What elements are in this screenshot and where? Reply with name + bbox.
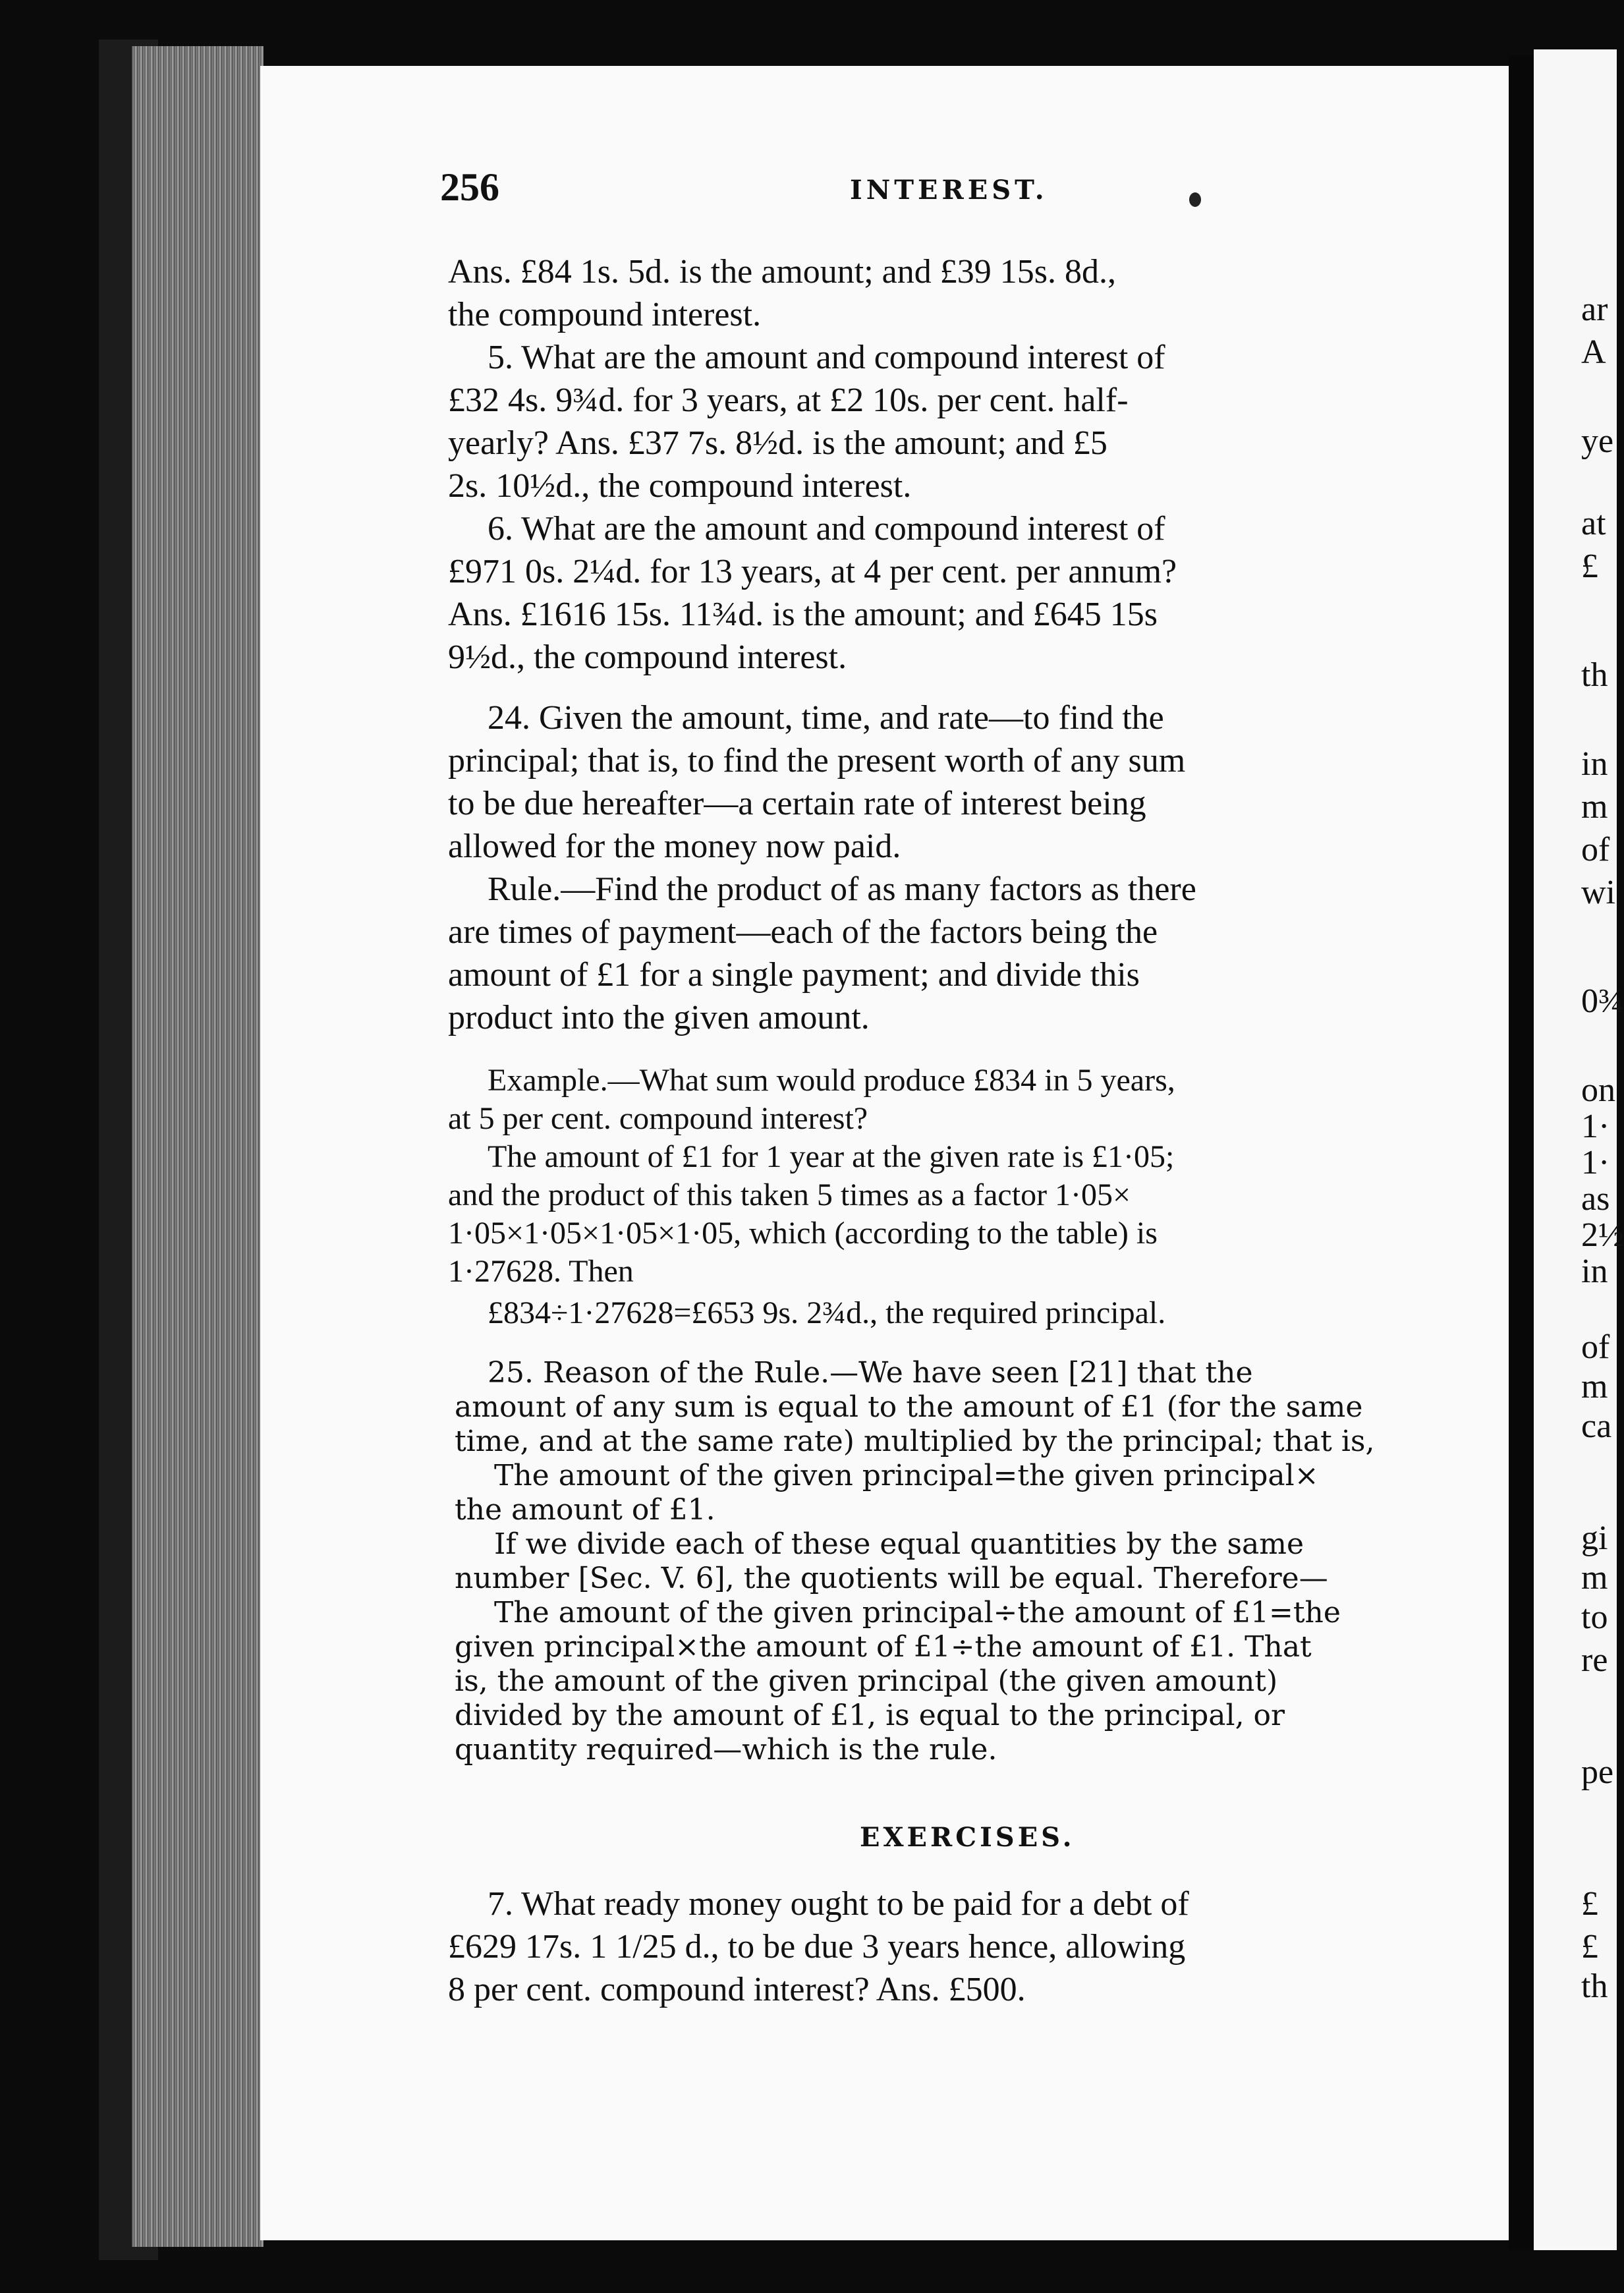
exercises-heading: EXERCISES. (860, 1822, 1075, 1853)
facing-page-fragment: th (1581, 656, 1608, 694)
facing-page-fragment: in (1581, 745, 1608, 783)
facing-page-fragment: 0¾ (1581, 982, 1624, 1020)
text-line: divided by the amount of £1, is equal to the principal, or (455, 1699, 1285, 1732)
text-line: allowed for the money now paid. (448, 828, 901, 865)
facing-page-fragment: re (1581, 1641, 1608, 1679)
text-line: 9½d., the compound interest. (448, 638, 847, 676)
text-line: 5. What are the amount and compound interest of (488, 339, 1165, 376)
text-line: product into the given amount. (448, 999, 870, 1036)
facing-page-fragment: £ (1581, 1885, 1598, 1923)
exercise-line: 8 per cent. compound interest? Ans. £500. (448, 1971, 1026, 2008)
text-line: amount of £1 for a single payment; and divide this (448, 956, 1140, 994)
text-line: £971 0s. 2¼d. for 13 years, at 4 per cent. per annum? (448, 553, 1177, 590)
text-line: Ans. £84 1s. 5d. is the amount; and £39 15s. 8d., (448, 253, 1116, 291)
text-line: Ans. £1616 15s. 11¾d. is the amount; and £645 15s (448, 596, 1158, 633)
facing-page-fragment: in (1581, 1253, 1608, 1290)
text-line: to be due hereafter—a certain rate of interest being (448, 785, 1146, 822)
facing-page-fragment: A (1581, 333, 1606, 371)
facing-page-fragment: m (1581, 788, 1608, 826)
text-line: 2s. 10½d., the compound interest. (448, 467, 912, 505)
text-line: £32 4s. 9¾d. for 3 years, at £2 10s. per cent. half- (448, 382, 1129, 419)
text-line: time, and at the same rate) multiplied by the principal; that is, (455, 1425, 1375, 1458)
text-line: is, the amount of the given principal (the given amount) (455, 1664, 1278, 1698)
text-line: Example.—What sum would produce £834 in 5 years, (488, 1063, 1175, 1098)
text-line: The amount of the given principal÷the amount of £1=the (494, 1596, 1341, 1629)
facing-page-fragment: 1· (1581, 1108, 1610, 1145)
text-line: the amount of £1. (455, 1493, 715, 1527)
facing-page-fragment: gi (1581, 1519, 1608, 1557)
text-line: quantity required—which is the rule. (455, 1733, 997, 1767)
text-line: and the product of this taken 5 times as a factor 1·05× (448, 1177, 1131, 1212)
text-line: 6. What are the amount and compound interest of (488, 510, 1165, 548)
facing-page-fragment: ar (1581, 291, 1608, 328)
facing-page-fragment: as (1581, 1180, 1610, 1218)
text-line: The amount of the given principal=the given principal× (494, 1459, 1319, 1492)
facing-page-fragment: £ (1581, 548, 1598, 585)
facing-page-fragment: 2½ (1581, 1216, 1624, 1254)
text-line: at 5 per cent. compound interest? (448, 1101, 868, 1136)
facing-page-fragment: wi (1581, 874, 1615, 911)
text-line: 1·05×1·05×1·05×1·05, which (according to the table) is (448, 1216, 1158, 1251)
book-gutter (1509, 56, 1534, 2250)
facing-page-fragment: £ (1581, 1928, 1598, 1966)
exercise-line: 7. What ready money ought to be paid for a debt of (488, 1885, 1189, 1923)
facing-page-fragment: of (1581, 1328, 1610, 1366)
text-line: 24. Given the amount, time, and rate—to find the (488, 699, 1164, 737)
text-line: the compound interest. (448, 296, 762, 333)
text-line: 25. Reason of the Rule.—We have seen [21] that the (488, 1356, 1253, 1390)
text-line: amount of any sum is equal to the amount of £1 (for the same (455, 1390, 1363, 1424)
page-edges (132, 46, 264, 2247)
text-line: yearly? Ans. £37 7s. 8½d. is the amount; and £5 (448, 424, 1107, 462)
text-line: £834÷1·27628=£653 9s. 2¾d., the required principal. (488, 1295, 1166, 1330)
ink-speck (1189, 192, 1201, 207)
page-number: 256 (440, 165, 499, 209)
facing-page-fragment: ye (1581, 422, 1614, 460)
facing-page-fragment: m (1581, 1368, 1608, 1405)
running-title: INTEREST. (850, 175, 1048, 206)
text-line: are times of payment—each of the factors being the (448, 913, 1158, 951)
text-line: number [Sec. V. 6], the quotients will be equal. Therefore— (455, 1562, 1328, 1595)
facing-page-fragment: ca (1581, 1407, 1612, 1445)
facing-page-fragment: 1· (1581, 1144, 1610, 1181)
facing-page-fragment: m (1581, 1559, 1608, 1597)
text-line: If we divide each of these equal quantities by the same (494, 1527, 1304, 1561)
text-line: 1·27628. Then (448, 1254, 634, 1289)
text-line: Rule.—Find the product of as many factors as there (488, 870, 1196, 908)
text-line: given principal×the amount of £1÷the amount of £1. That (455, 1630, 1312, 1664)
facing-page-fragment: pe (1581, 1753, 1614, 1791)
text-line: principal; that is, to find the present worth of any sum (448, 742, 1186, 779)
text-line: The amount of £1 for 1 year at the given rate is £1·05; (488, 1139, 1175, 1174)
facing-page-fragment: at (1581, 505, 1606, 542)
exercise-line: £629 17s. 1 1/25 d., to be due 3 years hence, allowing (448, 1928, 1186, 1966)
facing-page-fragment: to (1581, 1599, 1608, 1636)
facing-page-fragment: of (1581, 831, 1610, 868)
facing-page-fragment: th (1581, 1967, 1608, 2005)
facing-page-fragment: on (1581, 1071, 1615, 1109)
